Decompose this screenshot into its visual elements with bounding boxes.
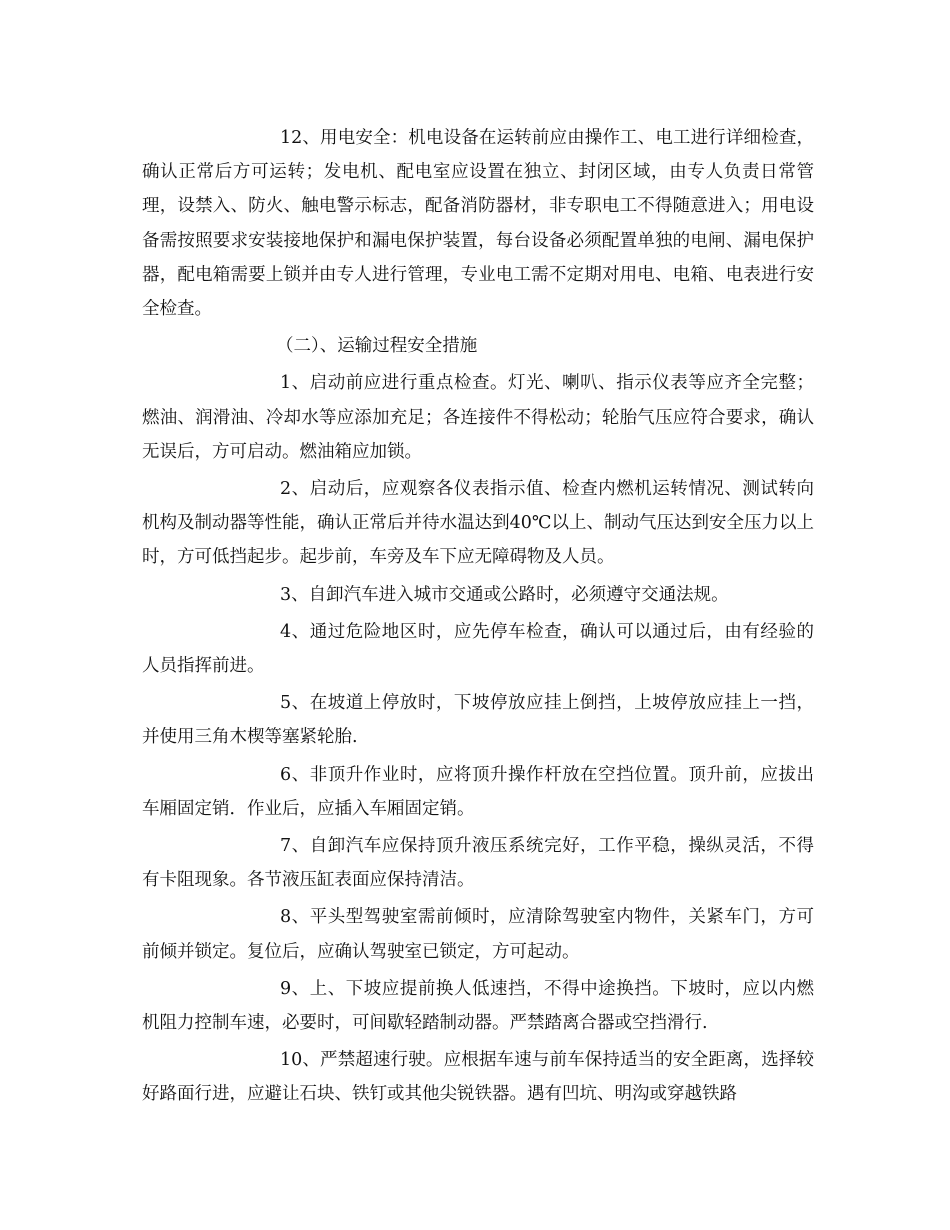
paragraph-item-7: 7、自卸汽车应保持顶升液压系统完好，工作平稳，操纵灵活，不得有卡阻现象。各节液压缸表面应保持清洁。: [142, 836, 814, 891]
paragraph-item-5: 5、在坡道上停放时，下坡停放应挂上倒挡，上坡停放应挂上一挡，并使用三角木楔等塞紧轮胎.: [142, 693, 814, 748]
section-heading-transport-safety: （二）、运输过程安全措施: [276, 336, 478, 357]
paragraph-item-9: 9、上、下坡应提前换人低速挡，不得中途换挡。下坡时，应以内燃机阻力控制车速，必要时，可间歇轻踏制动器。严禁踏离合器或空挡滑行.: [142, 978, 814, 1034]
paragraph-item-10: 10、严禁超速行驶。应根据车速与前车保持适当的安全距离，选择较好路面行进，应避让石块、铁钉或其他尖锐铁器。遇有凹坑、明沟或穿越铁路: [142, 1050, 814, 1105]
paragraph-item-8: 8、平头型驾驶室需前倾时，应清除驾驶室内物件，关紧车门，方可前倾并锁定。复位后，应确认驾驶室已锁定，方可起动。: [142, 907, 814, 962]
paragraph-item-1: 1、启动前应进行重点检查。灯光、喇叭、指示仪表等应齐全完整；燃油、润滑油、冷却水等应添加充足；各连接件不得松动；轮胎气压应符合要求，确认无误后，方可启动。燃油箱应加锁。: [142, 373, 814, 462]
document-body: [142, 121, 814, 1115]
paragraph-item-6: 6、非顶升作业时，应将顶升操作杆放在空挡位置。顶升前，应拔出车厢固定销．作业后，应插入车厢固定销。: [142, 764, 814, 819]
paragraph-electrical-safety: 12、用电安全：机电设备在运转前应由操作工、电工进行详细检查，确认正常后方可运转；发电机、配电室应设置在独立、封闭区域，由专人负责日常管理，设禁入、防火、触电警示标志，配备消防器材，非专职电工不得随意进入；用电设备需按照要求安装接地保护和漏电保护装置，每台设备必须配置单独的电闸、漏电保护器，配电箱需要上锁并由专人进行管理，专业电工需不定期对用电、电箱、电表进行安全检查。: [142, 128, 814, 320]
paragraph-item-2: 2、启动后，应观察各仪表指示值、检查内燃机运转情况、测试转向机构及制动器等性能，确认正常后并待水温达到40℃以上、制动气压达到安全压力以上时，方可低挡起步。起步前，车旁及车下应无障碍物及人员。: [142, 479, 814, 568]
paragraph-item-4: 4、通过危险地区时，应先停车检查，确认可以通过后，由有经验的人员指挥前进。: [142, 621, 814, 677]
paragraph-item-3: 3、自卸汽车进入城市交通或公路时，必须遵守交通法规。: [280, 584, 729, 605]
